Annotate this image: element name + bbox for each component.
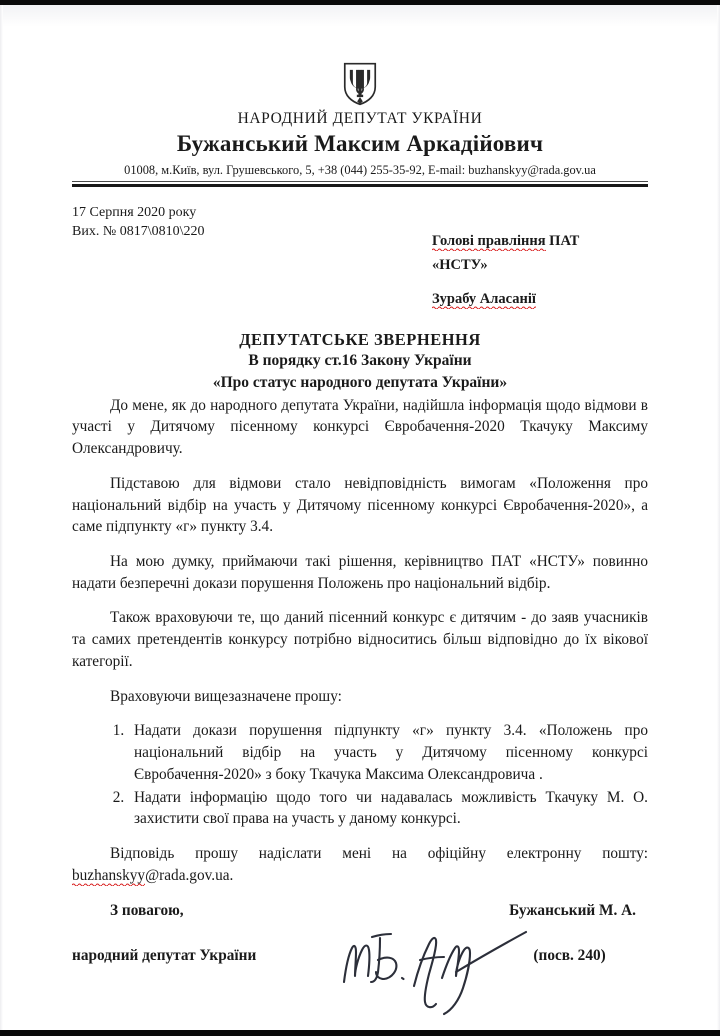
recipient-line-3	[432, 289, 672, 311]
email-domain: @rada.gov.ua.	[145, 866, 234, 884]
request-item-2: 2. Надати інформацію щодо того чи надавалась можливість Ткачуку М. О. захистити свої права на участь у даному конкурсі.	[128, 787, 648, 830]
paragraph-3: На мою думку, приймаючи такі рішення, керівництво ПАТ «НСТУ» повинно надати безперечні докази порушення Положень про національний відбір.	[72, 553, 648, 592]
paragraph-4: Також враховуючи те, що даний пісенний конкурс є дитячим - до заяв учасників та самих претендентів конкурсу потрібно відноситись більш відповідно до їх вікової категорії.	[72, 609, 648, 670]
recipient-org-type: ПАТ	[545, 233, 580, 249]
signature-certificate: (посв. 240)	[533, 946, 606, 964]
letterhead	[72, 0, 648, 187]
recipient-line-1	[432, 231, 672, 253]
signature-right	[509, 902, 636, 965]
recipient-block	[432, 231, 672, 312]
deputy-name: Бужанський Максим Аркадійович	[176, 131, 544, 156]
recipient-position-misspelled: Голові правління	[432, 233, 546, 249]
document-body	[72, 395, 648, 887]
request-item-1: 1. Надати докази порушення підпункту «г» пункту 3.4. «Положень про національний відбір на участь у Дитячому пісенному конкурсі Євробачення-2020» з боку Ткачука Максима Олександровича .	[128, 720, 648, 785]
letterhead-rule-thin	[72, 181, 648, 182]
ukraine-tryzub-coat-of-arms-icon	[343, 62, 377, 106]
recipient-line-2: «НСТУ»	[432, 256, 488, 273]
meta-recipient-row	[72, 203, 648, 307]
paragraph-email-reply	[72, 843, 648, 886]
document-title-block	[72, 329, 648, 393]
paragraph-5-request-intro: Враховуючи вищезазначене прошу:	[110, 687, 342, 705]
paragraph-2: Підставою для відмови стало невідповідність вимогам «Положення про національний відбір на участь у Дитячому пісенному конкурсі Євробачення-2020», а саме підпункту «г» пункту 3.4.	[72, 474, 648, 536]
email-reply-prefix: Відповідь прошу надіслати мені на офіційну електронну пошту:	[110, 844, 648, 862]
address-line: 01008, м.Київ, вул. Грушевського, 5, +38 (044) 255-35-92, E-mail: buzhanskyy@rada.gov.ua	[124, 163, 596, 177]
outgoing-number: Вих. № 0817\0810\220	[72, 224, 205, 240]
document-date: 17 Серпня 2020 року	[72, 205, 197, 220]
letterhead-rule-thick	[72, 184, 648, 187]
recipient-name-misspelled: Зурабу Аласанії	[432, 290, 536, 307]
signature-role: народний депутат України	[72, 946, 257, 964]
signature-block	[72, 902, 648, 998]
signer-name: Бужанський М. А.	[509, 902, 636, 920]
paragraph-1: До мене, як до народного депутата України, надійшла інформація щодо відмови в участі у Дитячому пісенному конкурсі Євробачення-2020 Ткачуку Максиму Олександровичу.	[72, 396, 648, 458]
signature-regards: З повагою,	[110, 902, 184, 920]
request-list	[72, 720, 648, 830]
title-subtitle-law: «Про статус народного депутата України»	[212, 373, 508, 391]
organization-line: НАРОДНИЙ ДЕПУТАТ УКРАЇНИ	[237, 110, 483, 127]
email-user-misspelled: buzhanskyy	[72, 866, 146, 884]
scan-artifact-bottom-bar	[0, 1030, 720, 1036]
title-main: ДЕПУТАТСЬКЕ ЗВЕРНЕННЯ	[239, 330, 481, 349]
title-subtitle: В порядку ст.16 Закону України	[248, 352, 472, 370]
